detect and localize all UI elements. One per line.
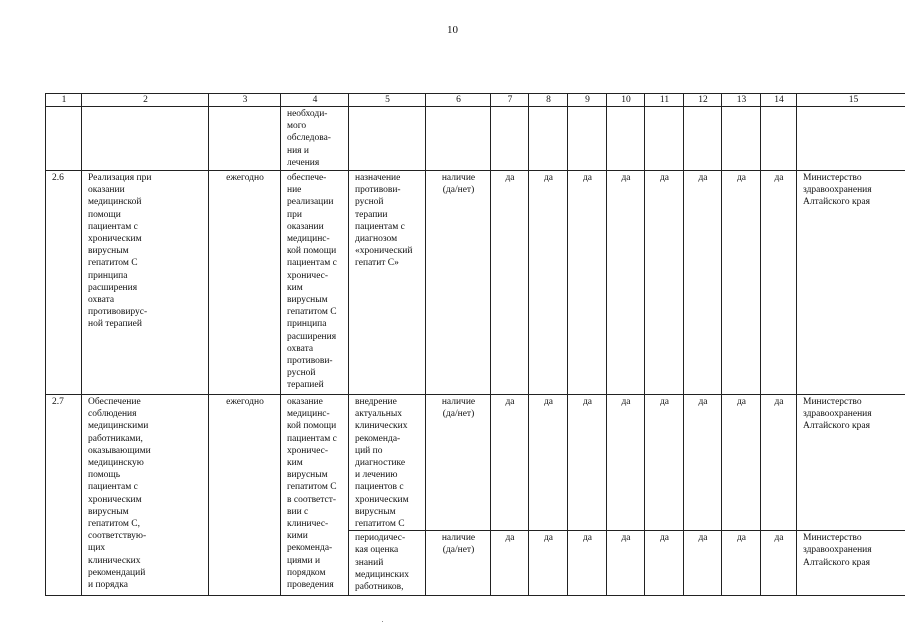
- value-cell: да: [568, 531, 607, 596]
- measures-table: [45, 93, 905, 596]
- period: ежегодно: [209, 395, 281, 596]
- header-cell: 3: [209, 94, 281, 107]
- executor: Министерство здравоохранения Алтайского края: [797, 171, 905, 395]
- scan-artifact: [382, 621, 383, 622]
- header-cell: 6: [426, 94, 491, 107]
- row-number: 2.7: [46, 395, 82, 596]
- goal: оказание медицинс- кой помощи пациентам с хроничес- ким вирусным гепатитом С в соответст- вии с клиничес- кими рекоменда- циями и порядком проведения: [281, 395, 349, 596]
- period: ежегодно: [209, 171, 281, 395]
- unit: наличие (да/нет): [426, 531, 491, 596]
- measure-name: Обеспечение соблюдения медицинскими работниками, оказывающими медицинскую помощь пациентам с хроническим вирусным гепатитом С, соответствую- щих клинических рекомендаций и порядка: [82, 395, 209, 596]
- header-cell: 13: [722, 94, 761, 107]
- value-cell: да: [645, 171, 684, 395]
- value-cell: да: [529, 531, 568, 596]
- executor: Министерство здравоохранения Алтайского края: [797, 531, 905, 596]
- value-cell: да: [607, 171, 645, 395]
- value-cell: да: [491, 531, 529, 596]
- header-cell: 7: [491, 94, 529, 107]
- executor: Министерство здравоохранения Алтайского края: [797, 395, 905, 531]
- continuation-row: [46, 107, 905, 171]
- row-number: 2.6: [46, 171, 82, 395]
- value-cell: да: [645, 531, 684, 596]
- indicator: периодичес- кая оценка знаний медицинских работников,: [349, 531, 426, 596]
- value-cell: да: [722, 531, 761, 596]
- header-cell: 8: [529, 94, 568, 107]
- header-cell: 10: [607, 94, 645, 107]
- header-cell: 9: [568, 94, 607, 107]
- unit: наличие (да/нет): [426, 171, 491, 395]
- header-cell: 1: [46, 94, 82, 107]
- value-cell: да: [684, 171, 722, 395]
- value-cell: да: [491, 395, 529, 531]
- indicator: внедрение актуальных клинических рекоменда- ций по диагностике и лечению пациентов с хроническим вирусным гепатитом С: [349, 395, 426, 531]
- header-cell: 15: [797, 94, 905, 107]
- value-cell: да: [645, 395, 684, 531]
- value-cell: да: [568, 171, 607, 395]
- header-cell: 2: [82, 94, 209, 107]
- page-number: 10: [447, 24, 458, 36]
- value-cell: да: [761, 171, 797, 395]
- value-cell: да: [568, 395, 607, 531]
- value-cell: да: [491, 171, 529, 395]
- header-cell: 11: [645, 94, 684, 107]
- measure-name: Реализация при оказании медицинской помощи пациентам с хроническим вирусным гепатитом С принципа расширения охвата противовирус- ной терапией: [82, 171, 209, 395]
- indicator: назначение противови- русной терапии пациентам с диагнозом «хронический гепатит С»: [349, 171, 426, 395]
- value-cell: да: [684, 395, 722, 531]
- value-cell: да: [722, 395, 761, 531]
- continuation-goal-text: необходи- мого обследова- ния и лечения: [281, 107, 349, 171]
- value-cell: да: [607, 395, 645, 531]
- header-cell: 5: [349, 94, 426, 107]
- value-cell: да: [722, 171, 761, 395]
- value-cell: да: [529, 395, 568, 531]
- value-cell: да: [761, 531, 797, 596]
- goal: обеспече- ние реализации при оказании медицинс- кой помощи пациентам с хроничес- ким вирусным гепатитом С принципа расширения охвата противови- русной терапией: [281, 171, 349, 395]
- table-row: [46, 395, 905, 531]
- header-cell: 4: [281, 94, 349, 107]
- unit: наличие (да/нет): [426, 395, 491, 531]
- header-cell: 14: [761, 94, 797, 107]
- table-row: [46, 171, 905, 395]
- value-cell: да: [607, 531, 645, 596]
- header-cell: 12: [684, 94, 722, 107]
- value-cell: да: [529, 171, 568, 395]
- value-cell: да: [684, 531, 722, 596]
- value-cell: да: [761, 395, 797, 531]
- header-row: [46, 94, 905, 107]
